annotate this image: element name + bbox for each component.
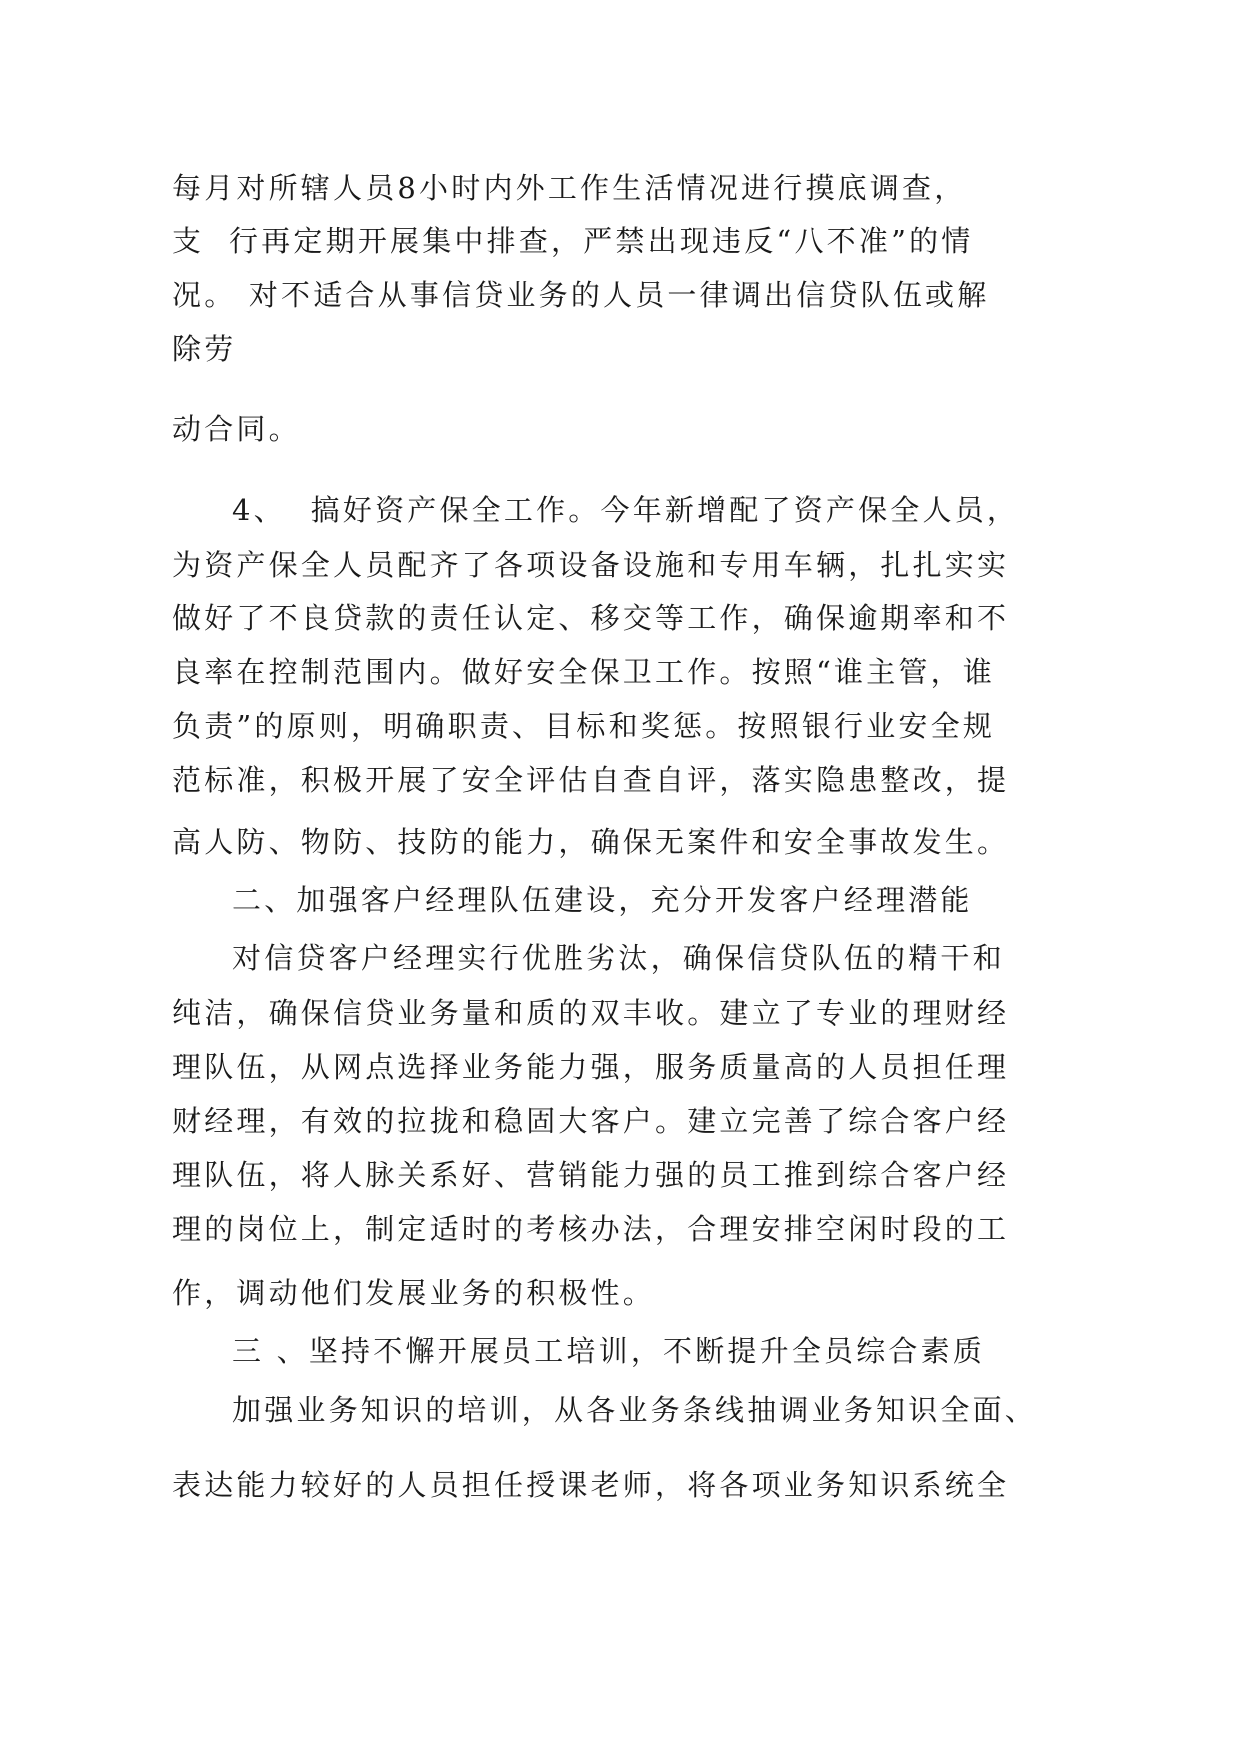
text-line: 对信贷客户经理实行优胜劣汰，确保信贷队伍的精干和 — [232, 941, 1005, 975]
section-heading: 4、 搞好资产保全工作。今年新增配了资产保全人员， — [232, 493, 1020, 527]
text-line: 负责”的原则，明确职责、目标和奖惩。按照银行业安全规 — [172, 709, 996, 743]
text-line: 高人防、物防、技防的能力，确保无案件和安全事故发生。 — [172, 825, 1010, 859]
text-line: 作，调动他们发展业务的积极性。 — [172, 1276, 656, 1310]
section-heading: 三 、坚持不懈开展员工培训，不断提升全员综合素质 — [232, 1334, 986, 1368]
text-line: 做好了不良贷款的责任认定、移交等工作，确保逾期率和不 — [172, 601, 1010, 635]
text-line: 动合同。 — [172, 412, 301, 446]
text-line: 加强业务知识的培训，从各业务条线抽调业务知识全面、 — [232, 1393, 1038, 1427]
text-line: 范标准，积极开展了安全评估自查自评，落实隐患整改，提 — [172, 763, 1010, 797]
text-line: 除劳 — [172, 332, 237, 366]
text-line: 理队伍，将人脉关系好、营销能力强的员工推到综合客户经 — [172, 1158, 1010, 1192]
text-line: 支 行再定期开展集中排查，严禁出现违反“八不准”的情 — [172, 224, 974, 258]
text-line: 况。 对不适合从事信贷业务的人员一律调出信贷队伍或解 — [172, 278, 990, 312]
text-line: 每月对所辖人员8小时内外工作生活情况进行摸底调查， — [172, 171, 967, 205]
text-line: 财经理，有效的拉拢和稳固大客户。建立完善了综合客户经 — [172, 1104, 1010, 1138]
text-line: 良率在控制范围内。做好安全保卫工作。按照“谁主管，谁 — [172, 655, 996, 689]
text-line: 为资产保全人员配齐了各项设备设施和专用车辆，扎扎实实 — [172, 548, 1010, 582]
text-line: 表达能力较好的人员担任授课老师，将各项业务知识系统全 — [172, 1468, 1010, 1502]
text-line: 理的岗位上，制定适时的考核办法，合理安排空闲时段的工 — [172, 1212, 1010, 1246]
text-line: 纯洁，确保信贷业务量和质的双丰收。建立了专业的理财经 — [172, 996, 1010, 1030]
text-line: 理队伍，从网点选择业务能力强，服务质量高的人员担任理 — [172, 1050, 1010, 1084]
section-heading: 二、加强客户经理队伍建设，充分开发客户经理潜能 — [232, 883, 973, 917]
